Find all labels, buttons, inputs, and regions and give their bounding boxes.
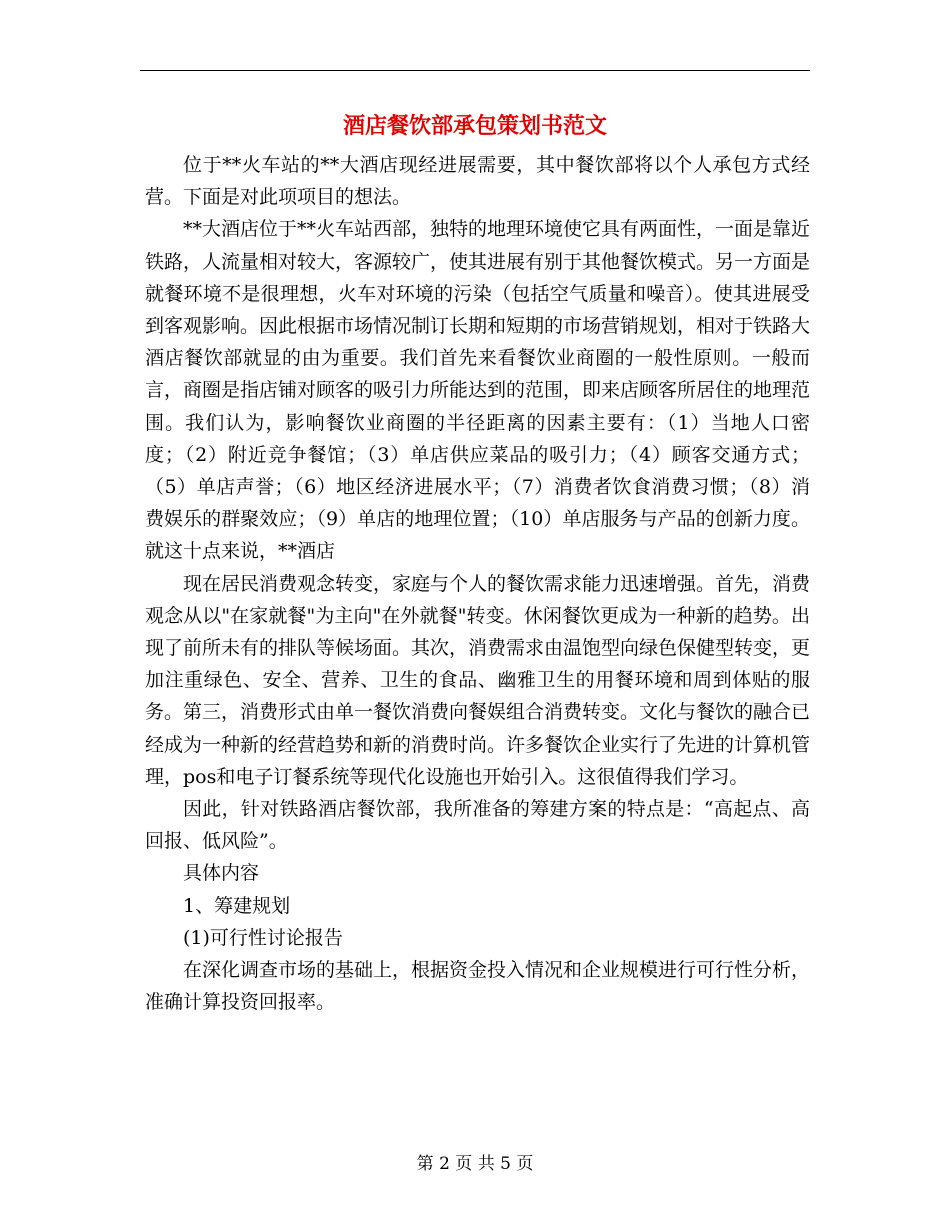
page-number-footer: 第 2 页 共 5 页 [416, 1154, 534, 1174]
document-title: 酒店餐饮部承包策划书范文 [342, 113, 607, 139]
heading-preparation-plan: 1、筹建规划 [183, 894, 291, 917]
document-body [145, 149, 810, 1018]
paragraph-location-analysis: **大酒店位于**火车站西部，独特的地理环境使它具有两面性，一面是靠近铁路，人流量相对较大，客源较广，使其进展有别于其他餐饮模式。另一方面是就餐环境不是很理想，火车对环境的污染（包括空气质量和噪音）。使其进展受到客观影响。因此根据市场情况制订长期和短期的市场营销规划，相对于铁路大酒店餐饮部就显的由为重要。我们首先来看餐饮业商圈的一般性原则。一般而言，商圈是指店铺对顾客的吸引力所能达到的范围，即来店顾客所居住的地理范围。我们认为，影响餐饮业商圈的半径距离的因素主要有：（1）当地人口密度；（2）附近竞争餐馆；（3）单店供应菜品的吸引力；（4）顾客交通方式；（5）单店声誉；（6）地区经济进展水平；（7）消费者饮食消费习惯；（8）消费娱乐的群聚效应；（9）单店的地理位置；（10）单店服务与产品的创新力度。就这十点来说，**酒店 [145, 218, 811, 563]
heading-feasibility-report: (1)可行性讨论报告 [183, 926, 343, 949]
heading-specific-content: 具体内容 [183, 862, 260, 885]
paragraph-intro: 位于**火车站的**大酒店现经进展需要，其中餐饮部将以个人承包方式经营。下面是对此项项目的想法。 [145, 154, 810, 209]
paragraph-consumer-trends: 现在居民消费观念转变，家庭与个人的餐饮需求能力迅速增强。首先，消费观念从以"在家就餐"为主向"在外就餐"转变。休闲餐饮更成为一种新的趋势。出现了前所未有的排队等候场面。其次，消费需求由温饱型向绿色保健型转变，更加注重绿色、安全、营养、卫生的食品、幽雅卫生的用餐环境和周到体贴的服务。第三，消费形式由单一餐饮消费向餐娱组合消费转变。文化与餐饮的融合已经成为一种新的经营趋势和新的消费时尚。许多餐饮企业实行了先进的计算机管理，pos和电子订餐系统等现代化设施也开始引入。这很值得我们学习。 [145, 572, 811, 788]
paragraph-feasibility: 在深化调查市场的基础上，根据资金投入情况和企业规模进行可行性分析，准确计算投资回报率。 [145, 959, 811, 1014]
paragraph-plan-features: 因此，针对铁路酒店餐饮部，我所准备的筹建方案的特点是：“高起点、高回报、低风险”。 [145, 798, 810, 853]
header-rule [140, 70, 810, 71]
